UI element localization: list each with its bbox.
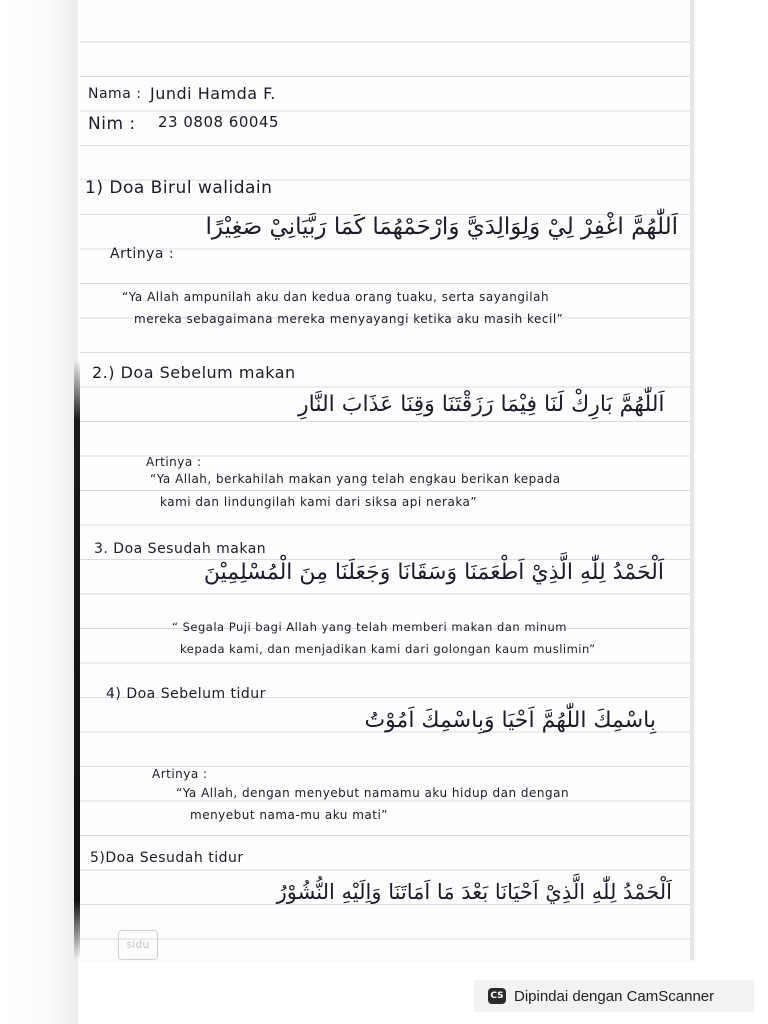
section-1-arti-line-2: mereka sebagaimana mereka menyayangi ketika aku masih kecil”	[134, 312, 564, 326]
section-4-arabic: بِاسْمِكَ اللّٰهُمَّ اَحْيَا وَبِاسْمِكَ اَمُوْتُ	[364, 708, 656, 733]
section-3-arti-line-1: “ Segala Puji bagi Allah yang telah memberi makan dan minum	[172, 620, 568, 634]
nama-value: Jundi Hamda F.	[150, 84, 276, 103]
section-3-title: 3. Doa Sesudah makan	[94, 541, 267, 557]
section-4-arti-label: Artinya :	[152, 767, 208, 781]
section-1-title: 1) Doa Birul walidain	[85, 178, 273, 198]
section-5-title: 5)Doa Sesudah tidur	[90, 850, 244, 866]
section-4-arti-line-2: menyebut nama-mu aku mati”	[190, 808, 388, 822]
section-1-arabic: اَللّٰهُمَّ اغْفِرْ لِيْ وَلِوَالِدَيَّ وَارْحَمْهُمَا كَمَا رَبَّيَانِيْ صَغِيْرًا	[205, 214, 678, 240]
section-2-title: 2.) Doa Sebelum makan	[92, 363, 296, 382]
section-3-arabic: اَلْحَمْدُ لِلّٰهِ الَّذِيْ اَطْعَمَنَا وَسَقَانَا وَجَعَلَنَا مِنَ الْمُسْلِمِيْنَ	[203, 560, 664, 585]
section-2-arti-label: Artinya :	[146, 455, 202, 469]
section-1-arti-line-1: “Ya Allah ampunilah aku dan kedua orang tuaku, serta sayangilah	[122, 290, 550, 304]
notebook-brand-watermark: sidu	[118, 930, 158, 960]
section-2-arti-line-2: kami dan lindungilah kami dari siksa api neraka”	[160, 495, 478, 509]
camscanner-logo-icon: CS	[488, 988, 506, 1004]
camscanner-text: Dipindai dengan CamScanner	[514, 987, 715, 1005]
section-4-arti-line-1: “Ya Allah, dengan menyebut namamu aku hidup dan dengan	[176, 786, 570, 800]
section-3-arti-line-2: kepada kami, dan menjadikan kami dari golongan kaum muslimin”	[180, 642, 596, 656]
section-5-arabic: اَلْحَمْدُ لِلّٰهِ الَّذِيْ اَحْيَانَا بَعْدَ مَا اَمَاتَنَا وَاِلَيْهِ النُّشُوْرُ	[276, 880, 672, 904]
section-2-arabic: اَللّٰهُمَّ بَارِكْ لَنَا فِيْمَا رَزَقْتَنَا وَقِنَا عَذَابَ النَّارِ	[298, 392, 665, 417]
nama-label: Nama :	[88, 86, 142, 102]
section-1-arti-label: Artinya :	[110, 246, 175, 262]
scan-background-left	[0, 0, 78, 1024]
section-2-arti-line-1: “Ya Allah, berkahilah makan yang telah engkau berikan kepada	[150, 472, 561, 486]
camscanner-badge	[474, 980, 754, 1012]
nim-label: Nim :	[88, 114, 136, 134]
section-4-title: 4) Doa Sebelum tidur	[106, 686, 266, 702]
nim-value: 23 0808 60045	[158, 113, 280, 131]
page-edge	[690, 0, 694, 960]
